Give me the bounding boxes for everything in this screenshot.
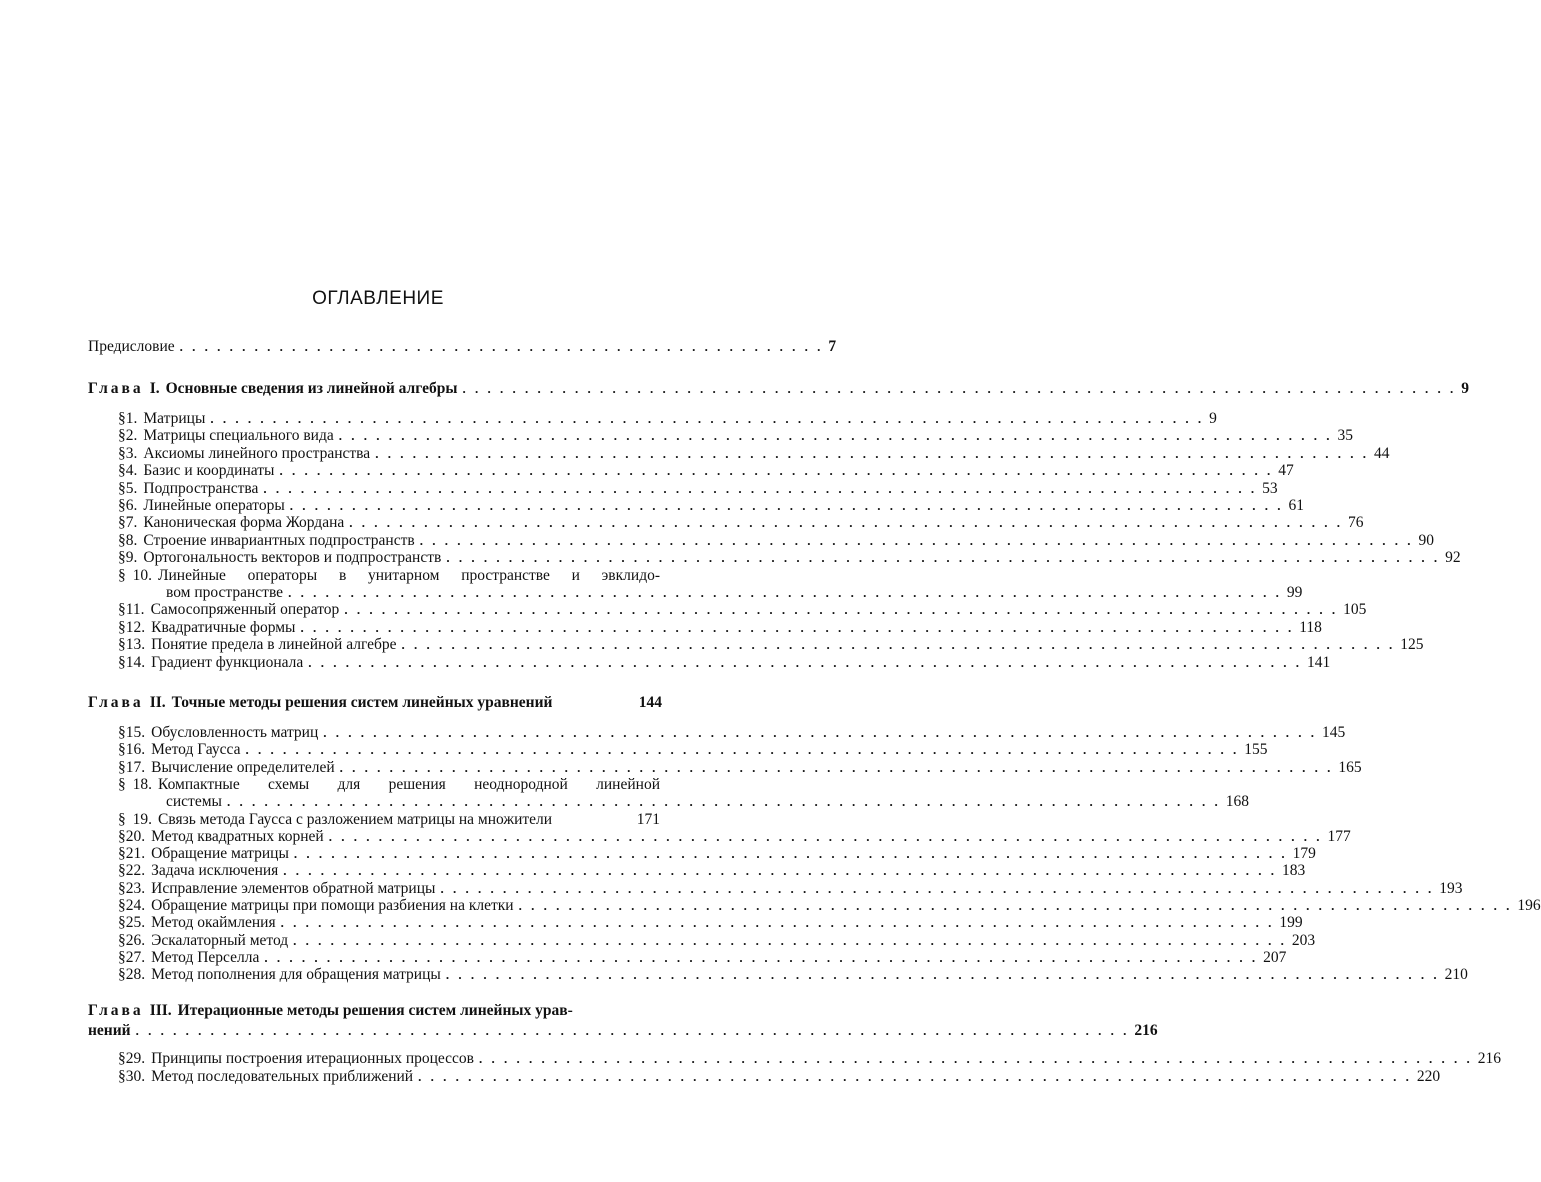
section-sign: § <box>118 810 126 828</box>
section-title-cont: вом пространстве <box>166 584 284 601</box>
section-number: 27. <box>125 948 146 966</box>
section-number: 3. <box>125 444 138 462</box>
section-title: Самосопряженный оператор <box>150 601 340 619</box>
section-title: Обусловленность матриц <box>151 724 319 741</box>
toc-entry-preface[interactable] <box>88 338 837 356</box>
chapter-heading[interactable] <box>88 380 1469 398</box>
chapter-title: Точные методы решения систем линейных уравнений <box>171 694 553 711</box>
toc-entry-section[interactable] <box>118 444 1390 463</box>
section-sign: § <box>118 775 126 793</box>
toc-entry-section[interactable] <box>118 724 1346 742</box>
section-sign: § <box>118 497 126 514</box>
section-sign: § <box>118 931 126 949</box>
section-title: Метод последовательных приближений <box>151 1067 414 1085</box>
toc-page-number: 145 <box>1322 724 1346 741</box>
leader-dots: . . . . . . . . . . . . . . . . . . . . . . . . . . . . . . . . . . . . . . . . . . . . . . . . . . . . . . . . . . . . . . . . . . . . . . . . . . . . . . . . <box>279 463 1274 479</box>
toc-page-number: 179 <box>1292 845 1316 863</box>
toc-page-number: 92 <box>1445 549 1461 567</box>
leader-dots: . . . . . . . . . . . . . . . . . . . . . . . . . . . . . . . . . . . . . . . . . . . . . . . . . . . . . . . . . . . . . . . . . . . . . . . . . . . . . . . . <box>300 619 1295 635</box>
toc-entry-section[interactable] <box>118 427 1353 445</box>
leader-dots: . . . . . . . . . . . . . . . . . . . . . . . . . . . . . . . . . . . . . . . . . . . . . . . . . . . . . . . . . . . . . . . . . . . . . . . . . . . . . . . . <box>293 846 1288 862</box>
section-number: 26. <box>125 931 146 949</box>
section-title: Метод окаймления <box>151 914 276 932</box>
section-number: 11. <box>125 601 145 619</box>
leader-dots: . . . . . . . . . . . . . . . . . . . . . . . . . . . . . . . . . . . . . . . . . . . . . . . . . . . . <box>179 339 824 354</box>
section-title: Метод Перселла <box>151 948 260 966</box>
section-number: 30. <box>125 1067 146 1085</box>
chapter-title: Итерационные методы решения систем линейных урав- <box>177 1002 573 1019</box>
section-number: 13. <box>125 636 146 654</box>
chapter-heading[interactable] <box>88 694 662 712</box>
section-sign: § <box>118 724 126 741</box>
leader-dots: . . . . . . . . . . . . . . . . . . . . . . . . . . . . . . . . . . . . . . . . . . . . . . . . . . . . . . . . . . . . . . . . . . . . . . . . . . . . . . . . <box>349 515 1343 531</box>
toc-page-number: 220 <box>1416 1067 1441 1085</box>
toc-entry-section[interactable] <box>118 811 660 829</box>
toc-entry-section[interactable] <box>118 741 1268 759</box>
toc-page-number: 144 <box>638 694 662 711</box>
toc-entry-section[interactable] <box>118 931 1316 950</box>
section-number: 10. <box>132 566 152 584</box>
leader-dots: . . . . . . . . . . . . . . . . . . . . . . . . . . . . . . . . . . . . . . . . . . . . . . . . . . . . . . . . . . . . . . . . . . . . . . . . . . . . . . . . <box>440 880 1435 896</box>
section-title: Каноническая форма Жордана <box>143 514 345 532</box>
toc-page-number: 9 <box>1209 410 1217 427</box>
section-number: 6. <box>125 497 138 514</box>
section-sign: § <box>118 862 126 880</box>
section-title: Матрицы <box>143 410 206 427</box>
toc-page-number: 207 <box>1263 948 1287 966</box>
toc-entry-section[interactable] <box>118 845 1316 863</box>
section-title: Метод Гаусса <box>151 741 241 759</box>
section-sign: § <box>118 427 126 445</box>
toc-page-number: 171 <box>636 810 660 828</box>
chapter-prefix: Глава <box>88 694 144 711</box>
toc-entry-section[interactable] <box>118 862 1306 880</box>
toc-page-number: 90 <box>1418 531 1434 549</box>
section-number: 28. <box>125 966 146 984</box>
toc-entry-section-cont[interactable] <box>166 584 1303 602</box>
toc-page-number: 177 <box>1327 827 1351 845</box>
leader-dots: . . . . . . . . . . . . . . . . . . . . . . . . . . . . . . . . . . . . . . . . . . . . . . . . . . . . . . . . . . . . . . . . . . . . . . . . . . . . . . . . <box>462 381 1457 396</box>
section-title: Метод квадратных корней <box>151 827 324 845</box>
toc-entry-section[interactable] <box>118 618 1322 637</box>
section-number: 5. <box>125 479 138 497</box>
section-sign: § <box>118 653 126 671</box>
leader-dots: . . . . . . . . . . . . . . . . . . . . . . . . . . . . . . . . . . . . . . . . . . . . . . . . . . . . . . . . . . . . . . . . . . . . . . . . . . . . . . . . <box>280 915 1275 931</box>
section-title: Аксиомы линейного пространства <box>143 444 371 462</box>
toc-entry-section[interactable] <box>118 549 1461 567</box>
chapter-number: III. <box>149 1002 172 1019</box>
leader-dots: . . . . . . . . . . . . . . . . . . . . . . . . . . . . . . . . . . . . . . . . . . . . . . . . . . . . . . . . . . . . . . . . . . . . . . . . . . . . . . . . <box>328 828 1323 844</box>
toc-page-number: 141 <box>1307 653 1331 671</box>
toc-page-number: 193 <box>1439 879 1463 897</box>
section-sign: § <box>118 531 126 549</box>
section-title: Линейные операторы в унитарном пространстве и эвклидо- <box>158 566 660 584</box>
toc-entry-section[interactable] <box>118 914 1303 932</box>
leader-dots: . . . . . . . . . . . . . . . . . . . . . . . . . . . . . . . . . . . . . . . . . . . . . . . . . . . . . . . . . . . . . . . . . . . . . . . . . . . . . . . . <box>401 637 1396 653</box>
toc-entry-section[interactable] <box>118 462 1294 480</box>
section-number: 23. <box>125 879 146 897</box>
toc-page-number: 216 <box>1477 1050 1501 1067</box>
chapter-prefix: Глава <box>88 380 144 397</box>
toc-page-number: 53 <box>1262 479 1278 497</box>
section-sign: § <box>118 549 126 567</box>
section-sign: § <box>118 879 126 897</box>
section-sign: § <box>118 462 126 480</box>
toc-page-number: 155 <box>1244 741 1268 759</box>
section-sign: § <box>118 636 126 654</box>
toc-page-number: 196 <box>1517 897 1541 914</box>
chapter-prefix: Глава <box>88 1002 144 1019</box>
section-title: Ортогональность векторов и подпространств <box>143 549 442 567</box>
section-title: Градиент функционала <box>151 653 304 671</box>
leader-dots: . . . . . . . . . . . . . . . . . . . . . . . . . . . . . . . . . . . . . . . . . . . . . . . . . . . . . . . . . . . . . . . . . . . . . . . . . . . . . . . . <box>288 585 1282 600</box>
section-sign: § <box>118 914 126 932</box>
section-number: 16. <box>125 741 146 759</box>
chapter-number: I. <box>149 380 160 397</box>
section-sign: § <box>118 897 126 914</box>
toc-page-number: 203 <box>1291 931 1316 949</box>
section-sign: § <box>118 827 126 845</box>
section-title: Обращение матрицы <box>151 845 289 863</box>
section-sign: § <box>118 758 126 776</box>
leader-dots: . . . . . . . . . . . . . . . . . . . . . . . . . . . . . . . . . . . . . . . . . . . . . . . . . . . . . . . . . . . . . . . . . . . . . . . . . . . . . . . . <box>289 498 1284 513</box>
toc-entry-label: Предисловие <box>88 338 175 355</box>
chapter-heading-cont[interactable] <box>88 1022 1158 1040</box>
section-number: 14. <box>125 653 146 671</box>
leader-dots: . . . . . . . . . . . . . . . . . . . . . . . . . . . . . . . . . . . . . . . . . . . . . . . . . . . . . . . . . . . . . . . . . . . . . . . . . . . . . . . . <box>283 863 1278 879</box>
section-title: Матрицы специального вида <box>143 427 334 445</box>
section-title: Компактные схемы для решения неоднородной линейной <box>158 775 660 793</box>
toc-page-number: 118 <box>1299 618 1322 636</box>
toc-page-number: 183 <box>1282 862 1306 880</box>
section-number: 7. <box>125 514 138 532</box>
page-title: ОГЛАВЛЕНИЕ <box>312 288 444 309</box>
leader-dots: . . . . . . . . . . . . . . . . . . . . . . . . . . . . . . . . . . . . . . . . . . . . . . . . . . . . . . . . . . . . . . . . . . . . . . . . . . . . . . . . <box>446 550 1441 566</box>
section-sign: § <box>118 410 126 427</box>
section-number: 29. <box>125 1050 146 1067</box>
section-sign: § <box>118 514 126 532</box>
section-sign: § <box>118 601 126 619</box>
toc-page-number: 44 <box>1373 444 1390 462</box>
toc-entry-section[interactable] <box>118 1067 1441 1086</box>
section-sign: § <box>118 566 126 584</box>
leader-dots: . . . . . . . . . . . . . . . . . . . . . . . . . . . . . . . . . . . . . . . . . . . . . . . . . . . . . . . . . . . . . . . . . . . . . . . . . . . . . . . . <box>293 932 1287 948</box>
toc-page-number: 168 <box>1225 793 1249 811</box>
leader-dots: . . . . . . . . . . . . . . . . . . . . . . . . . . . . . . . . . . . . . . . . . . . . . . . . . . . . . . . . . . . . . . . . . . . . . . . . . . . . . . . . <box>339 759 1334 775</box>
toc-page-number: 9 <box>1461 380 1469 397</box>
section-title: Линейные операторы <box>143 497 285 514</box>
toc-entry-section[interactable] <box>118 410 1217 428</box>
section-sign: § <box>118 444 126 462</box>
leader-dots: . . . . . . . . . . . . . . . . . . . . . . . . . . . . . . . . . . . . . . . . . . . . . . . . . . . . . . . . . . . . . . . . . . . . . . . . . . . . . . . . <box>375 445 1369 461</box>
leader-dots: . . . . . . . . . . . . . . . . . . . . . . . . . . . . . . . . . . . . . . . . . . . . . . . . . . . . . . . . . . . . . . . . . . . . . . . . . . . . . . . . <box>263 480 1258 496</box>
section-number: 20. <box>125 827 146 845</box>
section-number: 2. <box>125 427 138 445</box>
toc-entry-section[interactable] <box>118 497 1305 515</box>
leader-dots: . . . . . . . . . . . . . . . . . . . . . . . . . . . . . . . . . . . . . . . . . . . . . . . . . . . . . . . . . . . . . . . . . . . . . . . . . . . . . . . . <box>344 602 1339 618</box>
section-title: Квадратичные формы <box>151 618 296 636</box>
leader-dots: . . . . . . . . . . . . . . . . . . . . . . . . . . . . . . . . . . . . . . . . . . . . . . . . . . . . . . . . . . . . . . . . . . . . . . . . . . . . . . . . <box>419 532 1414 548</box>
leader-dots: . . . . . . . . . . . . . . . . . . . . . . . . . . . . . . . . . . . . . . . . . . . . . . . . . . . . . . . . . . . . . . . . . . . . . . . . . . . . . . . . <box>308 654 1302 670</box>
leader-dots: . . . . . . . . . . . . . . . . . . . . . . . . . . . . . . . . . . . . . . . . . . . . . . . . . . . . . . . . . . . . . . . . . . . . . . . . . . . . . . . . <box>445 967 1440 983</box>
section-number: 21. <box>125 845 146 863</box>
section-number: 4. <box>125 462 138 480</box>
section-title: Базис и координаты <box>143 462 275 480</box>
section-sign: § <box>118 966 126 984</box>
section-sign: § <box>118 618 126 636</box>
section-number: 15. <box>125 724 146 741</box>
toc-page-number: 76 <box>1348 514 1364 532</box>
toc-entry-section[interactable] <box>118 897 1541 915</box>
toc-page-number: 99 <box>1286 584 1303 601</box>
leader-dots: . . . . . . . . . . . . . . . . . . . . . . . . . . . . . . . . . . . . . . . . . . . . . . . . . . . . . . . . . . . . . . . . . . . . . . . . . . . . . . . . <box>323 725 1318 740</box>
toc-entry-section[interactable] <box>118 879 1463 898</box>
section-sign: § <box>118 741 126 759</box>
toc-page-number: 210 <box>1444 966 1468 984</box>
toc-page-number: 7 <box>828 338 837 355</box>
leader-dots: . . . . . . . . . . . . . . . . . . . . . . . . . . . . . . . . . . . . . . . . . . . . . . . . . . . . . . . . . . . . . . . . . . . . . . . . . . . . . . . . <box>135 1023 1130 1038</box>
leader-dots: . . . . . . . . . . . . . . . . . . . . . . . . . . . . . . . . . . . . . . . . . . . . . . . . . . . . . . . . . . . . . . . . . . . . . . . . . . . . . . . . <box>518 898 1513 913</box>
leader-dots: . . . . . . . . . . . . . . . . . . . . . . . . . . . . . . . . . . . . . . . . . . . . . . . . . . . . . . . . . . . . . . . . . . . . . . . . . . . . . . . . <box>226 794 1221 810</box>
toc-entry-section[interactable] <box>118 948 1287 967</box>
toc-entry-section[interactable] <box>118 636 1424 654</box>
toc-page-number: 216 <box>1134 1022 1158 1039</box>
section-number: 24. <box>125 897 146 914</box>
toc-page-number: 125 <box>1400 636 1424 654</box>
section-title: Вычисление определителей <box>151 758 335 776</box>
section-title: Связь метода Гаусса с разложением матрицы на множители <box>158 810 553 828</box>
toc-page-number: 47 <box>1278 462 1294 480</box>
toc-page-number: 35 <box>1337 427 1353 445</box>
chapter-title: Основные сведения из линейной алгебры <box>165 380 458 397</box>
toc-page-number: 105 <box>1343 601 1367 619</box>
toc-entry-section[interactable] <box>118 479 1278 498</box>
section-sign: § <box>118 1050 126 1067</box>
leader-dots: . . . . . . . . . . . . . . . . . . . . . . . . . . . . . . . . . . . . . . . . . . . . . . . . . . . . . . . . . . . . . . . . . . . . . . . . . . . . . . . . <box>338 428 1333 444</box>
leader-dots: . . . . . . . . . . . . . . . . . . . . . . . . . . . . . . . . . . . . . . . . . . . . . . . . . . . . . . . . . . . . . . . . . . . . . . . . . . . . . . . . <box>245 742 1240 758</box>
section-title: Строение инвариантных подпространств <box>143 531 415 549</box>
section-title: Понятие предела в линейной алгебре <box>151 636 397 654</box>
toc-entry-section[interactable] <box>118 531 1434 550</box>
toc-entry-section[interactable] <box>118 966 1468 984</box>
section-number: 12. <box>125 618 146 636</box>
section-title: Обращение матрицы при помощи разбиения на клетки <box>151 897 514 914</box>
section-title: Эскалаторный метод <box>151 931 289 949</box>
toc-entry-section[interactable] <box>118 567 660 585</box>
section-sign: § <box>118 845 126 863</box>
section-title-cont: системы <box>166 793 222 811</box>
section-title: Метод пополнения для обращения матрицы <box>151 966 441 984</box>
chapter-heading[interactable] <box>88 1002 628 1020</box>
section-sign: § <box>118 1067 126 1085</box>
chapter-title-cont: нений <box>88 1022 131 1039</box>
toc-entry-section-cont[interactable] <box>166 793 1249 811</box>
toc-entry-section[interactable] <box>118 827 1351 846</box>
section-number: 22. <box>125 862 146 880</box>
section-number: 17. <box>125 758 146 776</box>
section-title: Принципы построения итерационных процессов <box>151 1050 474 1067</box>
toc-entry-section[interactable] <box>118 601 1367 619</box>
chapter-number: II. <box>149 694 166 711</box>
section-number: 9. <box>125 549 138 567</box>
section-sign: § <box>118 948 126 966</box>
toc-page-number: 61 <box>1288 497 1305 514</box>
leader-dots: . . . . . . . . . . . . . . . . . . . . . . . . . . . . . . . . . . . . . . . . . . . . . . . . . . . . . . . . . . . . . . . . . . . . . . . . . . . . . . . . <box>264 949 1259 965</box>
leader-dots: . . . . . . . . . . . . . . . . . . . . . . . . . . . . . . . . . . . . . . . . . . . . . . . . . . . . . . . . . . . . . . . . . . . . . . . . . . . . . . . . <box>210 411 1205 426</box>
section-title: Задача исключения <box>151 862 279 880</box>
toc-entry-section[interactable] <box>118 1050 1501 1068</box>
toc-entry-section[interactable] <box>118 776 660 794</box>
section-number: 1. <box>125 410 138 427</box>
section-sign: § <box>118 479 126 497</box>
toc-entry-section[interactable] <box>118 653 1331 672</box>
section-number: 25. <box>125 914 146 932</box>
toc-page-number: 165 <box>1338 758 1362 776</box>
section-number: 19. <box>132 810 152 828</box>
section-title: Исправление элементов обратной матрицы <box>151 879 436 897</box>
section-number: 8. <box>125 531 138 549</box>
toc-page-number: 199 <box>1279 914 1303 932</box>
toc-entry-section[interactable] <box>118 514 1364 532</box>
leader-dots: . . . . . . . . . . . . . . . . . . . . . . . . . . . . . . . . . . . . . . . . . . . . . . . . . . . . . . . . . . . . . . . . . . . . . . . . . . . . . . . . <box>418 1068 1412 1084</box>
section-number: 18. <box>132 775 152 793</box>
leader-dots: . . . . . . . . . . . . . . . . . . . . . . . . . . . . . . . . . . . . . . . . . . . . . . . . . . . . . . . . . . . . . . . . . . . . . . . . . . . . . . . . <box>479 1051 1473 1066</box>
section-title: Подпространства <box>143 479 259 497</box>
toc-entry-section[interactable] <box>118 758 1362 777</box>
